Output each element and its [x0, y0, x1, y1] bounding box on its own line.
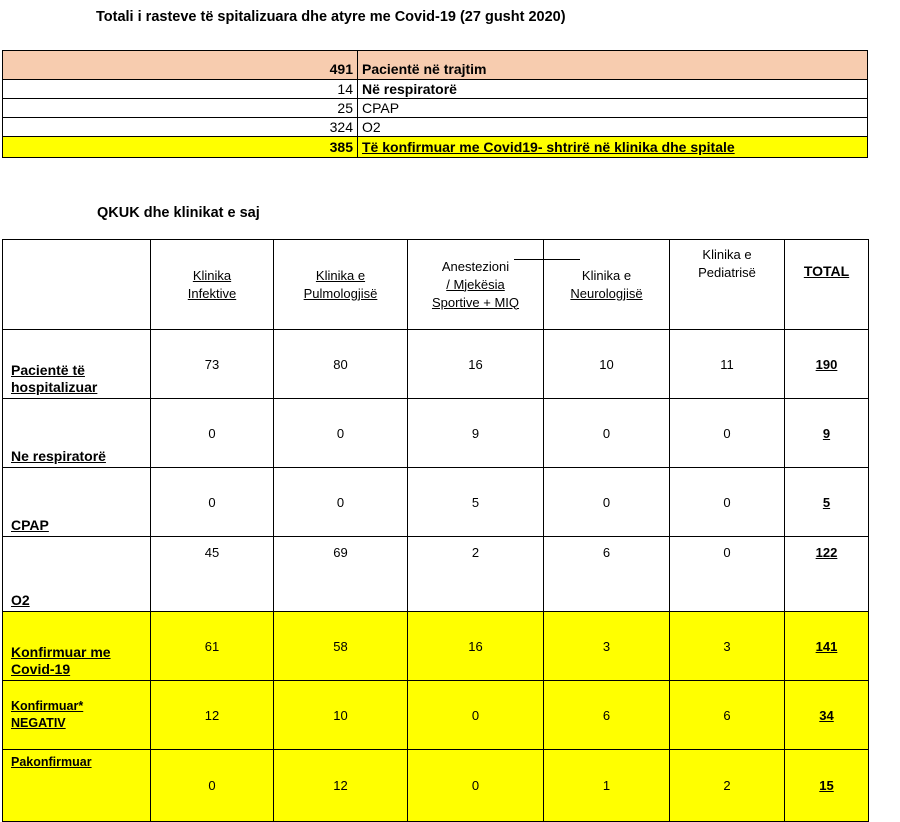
summary-value: 491 — [3, 51, 358, 80]
summary-row — [3, 80, 868, 99]
summary-label: Në respiratorë — [358, 80, 868, 99]
total-cell: 5 — [785, 468, 869, 537]
cell: 0 — [408, 750, 544, 822]
summary-label: Të konfirmuar me Covid19- shtrirë në klinika dhe spitale — [362, 138, 735, 155]
total-cell: 122 — [785, 537, 869, 612]
clinics-table — [2, 239, 869, 822]
row-label-line: Pacientë të — [11, 362, 85, 378]
total-cell: 141 — [785, 612, 869, 681]
header-row — [3, 240, 869, 330]
summary-table — [2, 50, 868, 158]
header-pulmologjise — [274, 240, 408, 330]
cell: 6 — [544, 681, 670, 750]
summary-value: 25 — [3, 99, 358, 118]
cell: 9 — [408, 399, 544, 468]
cell: 0 — [670, 399, 785, 468]
summary-row — [3, 99, 868, 118]
table-row — [3, 330, 869, 399]
summary-label-cell — [358, 137, 868, 158]
cell: 1 — [544, 750, 670, 822]
row-label-line: Covid-19 — [11, 661, 71, 677]
divider-line — [514, 259, 580, 260]
summary-value: 385 — [3, 137, 358, 158]
header-line: Klinika — [192, 267, 232, 283]
cell: 0 — [544, 399, 670, 468]
header-anestezioni — [408, 240, 544, 330]
header-pediatrise — [670, 240, 785, 330]
header-line: Infektive — [187, 285, 237, 301]
row-label — [3, 330, 151, 399]
cell: 5 — [408, 468, 544, 537]
cell: 0 — [544, 468, 670, 537]
cell: 0 — [151, 750, 274, 822]
row-label: Ne respiratorë — [3, 399, 151, 468]
cell: 0 — [151, 399, 274, 468]
cell: 0 — [151, 468, 274, 537]
cell: 0 — [408, 681, 544, 750]
cell: 73 — [151, 330, 274, 399]
summary-value: 14 — [3, 80, 358, 99]
cell: 45 — [151, 537, 274, 612]
row-label — [3, 612, 151, 681]
row-label-line: NEGATIV — [11, 715, 66, 730]
summary-value: 324 — [3, 118, 358, 137]
header-neurologjise — [544, 240, 670, 330]
table-row — [3, 537, 869, 612]
row-label — [3, 681, 151, 750]
row-label-line: Konfirmuar* — [11, 698, 84, 713]
cell: 80 — [274, 330, 408, 399]
header-line: Neurologjisë — [570, 285, 643, 301]
total-cell: 34 — [785, 681, 869, 750]
cell: 6 — [670, 681, 785, 750]
total-cell: 190 — [785, 330, 869, 399]
summary-row — [3, 137, 868, 158]
row-label: Pakonfirmuar — [3, 750, 151, 822]
summary-row — [3, 118, 868, 137]
cell: 6 — [544, 537, 670, 612]
cell: 61 — [151, 612, 274, 681]
total-cell: 15 — [785, 750, 869, 822]
cell: 58 — [274, 612, 408, 681]
cell: 3 — [670, 612, 785, 681]
summary-label: Pacientë në trajtim — [358, 51, 868, 80]
table-row — [3, 399, 869, 468]
cell: 2 — [408, 537, 544, 612]
header-line: Sportive + MIQ — [431, 294, 520, 310]
cell: 12 — [151, 681, 274, 750]
cell: 0 — [274, 399, 408, 468]
header-infektive — [151, 240, 274, 330]
page-title: Totali i rasteve të spitalizuara dhe atyre me Covid-19 (27 gusht 2020) — [96, 9, 566, 25]
cell: 0 — [670, 468, 785, 537]
cell: 16 — [408, 330, 544, 399]
row-label-line: hospitalizuar — [11, 379, 98, 395]
total-cell: 9 — [785, 399, 869, 468]
cell: 3 — [544, 612, 670, 681]
table-row — [3, 681, 869, 750]
cell: 12 — [274, 750, 408, 822]
cell: 0 — [670, 537, 785, 612]
header-line: / Mjekësia — [446, 276, 505, 292]
header-line: Klinika e — [581, 267, 632, 283]
cell: 0 — [274, 468, 408, 537]
table-row — [3, 612, 869, 681]
cell: 69 — [274, 537, 408, 612]
table-row — [3, 750, 869, 822]
table-row — [3, 468, 869, 537]
header-corner — [3, 240, 151, 330]
row-label: CPAP — [3, 468, 151, 537]
header-line: Anestezioni — [441, 258, 510, 274]
header-line: Pediatrisë — [698, 265, 756, 280]
summary-label: O2 — [358, 118, 868, 137]
header-line: Pulmologjisë — [303, 285, 378, 301]
cell: 10 — [274, 681, 408, 750]
summary-label: CPAP — [358, 99, 868, 118]
row-label-line: Konfirmuar me — [11, 644, 111, 660]
cell: 16 — [408, 612, 544, 681]
header-line: Klinika e — [315, 267, 366, 283]
row-label: O2 — [3, 537, 151, 612]
cell: 11 — [670, 330, 785, 399]
header-line: Klinika e — [702, 247, 752, 262]
header-total: TOTAL — [785, 240, 869, 330]
section-subtitle: QKUK dhe klinikat e saj — [97, 205, 260, 221]
summary-row — [3, 51, 868, 80]
cell: 2 — [670, 750, 785, 822]
cell: 10 — [544, 330, 670, 399]
